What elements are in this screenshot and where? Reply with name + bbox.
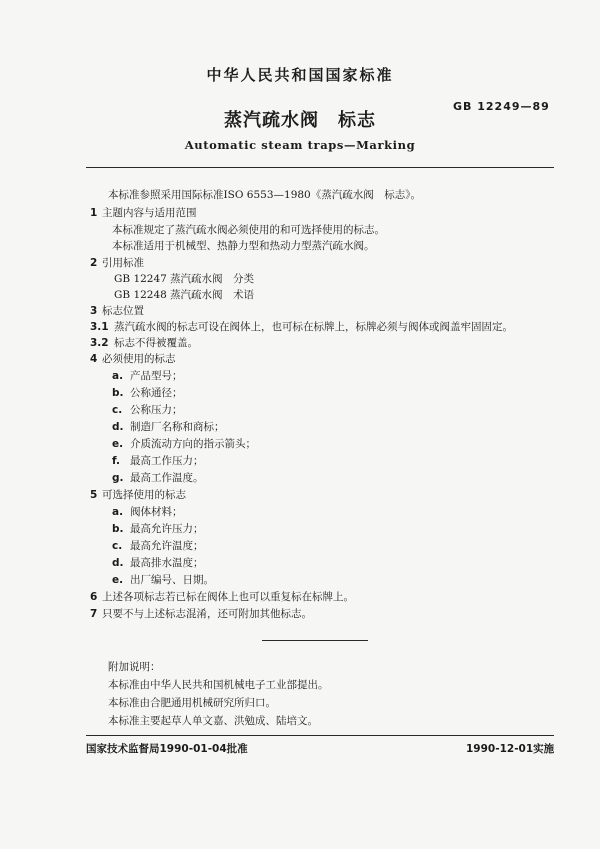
subsection-number: 3.1 [90,321,109,333]
list-letter: e. [112,438,124,450]
list-item: 介质流动方向的指示箭头； [130,438,256,450]
paragraph: 只要不与上述标志混淆，还可附加其他标志。 [102,608,312,620]
standard-header: 中华人民共和国国家标准 [206,66,394,84]
list-letter: e. [112,574,124,586]
section-title: 可选择使用的标志 [102,489,186,501]
end-of-text-rule [262,640,368,641]
list-item: 产品型号； [130,370,183,382]
paragraph: 上述各项标志若已标在阀体上也可以重复标在标牌上。 [102,591,354,603]
list-letter: a. [112,506,124,518]
appendix-title: 附加说明： [108,661,161,673]
paragraph: 标志不得被覆盖。 [114,337,198,349]
footer-divider [86,735,554,736]
list-item: 最高允许压力； [130,523,204,535]
reference-name: 蒸汽疏水阀 分类 [170,273,254,285]
list-letter: d. [112,557,124,569]
section-title: 引用标准 [102,257,144,269]
paragraph: 本标准适用于机械型、热静力型和热动力型蒸汽疏水阀。 [112,240,375,252]
section-number: 2 [90,257,98,269]
list-item: 最高排水温度； [130,557,204,569]
section-number: 3 [90,305,98,317]
list-letter: a. [112,370,124,382]
section-number: 4 [90,353,98,365]
section-title: 必须使用的标志 [102,353,176,365]
paragraph: 本标准规定了蒸汽疏水阀必须使用的和可选择使用的标志。 [112,224,385,236]
header-divider [86,167,554,168]
list-item: 制造厂名称和商标； [130,421,225,433]
list-letter: d. [112,421,124,433]
reference-code: GB 12248 [114,289,167,301]
document-title: 蒸汽疏水阀 标志 [224,110,376,131]
list-letter: b. [112,387,124,399]
section-number: 5 [90,489,98,501]
subsection-number: 3.2 [90,337,109,349]
appendix-line: 本标准主要起草人单文嘉、洪勉成、陆培文。 [108,715,318,727]
intro-paragraph: 本标准参照采用国际标准ISO 6553—1980《蒸汽疏水阀 标志》。 [108,189,421,201]
paragraph: 蒸汽疏水阀的标志可设在阀体上，也可标在标牌上，标牌必须与阀体或阀盖牢固固定。 [114,321,513,333]
list-item: 公称通径； [130,387,183,399]
list-item: 阀体材料； [130,506,183,518]
appendix-line: 本标准由中华人民共和国机械电子工业部提出。 [108,679,329,691]
list-item: 最高工作温度。 [130,472,204,484]
list-letter: b. [112,523,124,535]
section-number: 1 [90,207,98,219]
section-number: 6 [90,591,98,603]
section-title: 主题内容与适用范围 [102,207,197,219]
list-item: 最高允许温度； [130,540,204,552]
section-title: 标志位置 [102,305,144,317]
list-letter: c. [112,540,123,552]
approval-date: 国家技术监督局1990-01-04批准 [86,743,248,755]
list-item: 最高工作压力； [130,455,204,467]
section-number: 7 [90,608,98,620]
list-letter: f. [112,455,120,467]
appendix-line: 本标准由合肥通用机械研究所归口。 [108,697,276,709]
reference-code: GB 12247 [114,273,167,285]
standard-code: GB 12249—89 [453,100,550,113]
effective-date: 1990-12-01实施 [466,743,555,755]
document-title-english: Automatic steam traps—Marking [184,138,416,152]
list-item: 公称压力； [130,404,183,416]
list-item: 出厂编号、日期。 [130,574,214,586]
list-letter: g. [112,472,124,484]
list-letter: c. [112,404,123,416]
reference-name: 蒸汽疏水阀 术语 [170,289,254,301]
